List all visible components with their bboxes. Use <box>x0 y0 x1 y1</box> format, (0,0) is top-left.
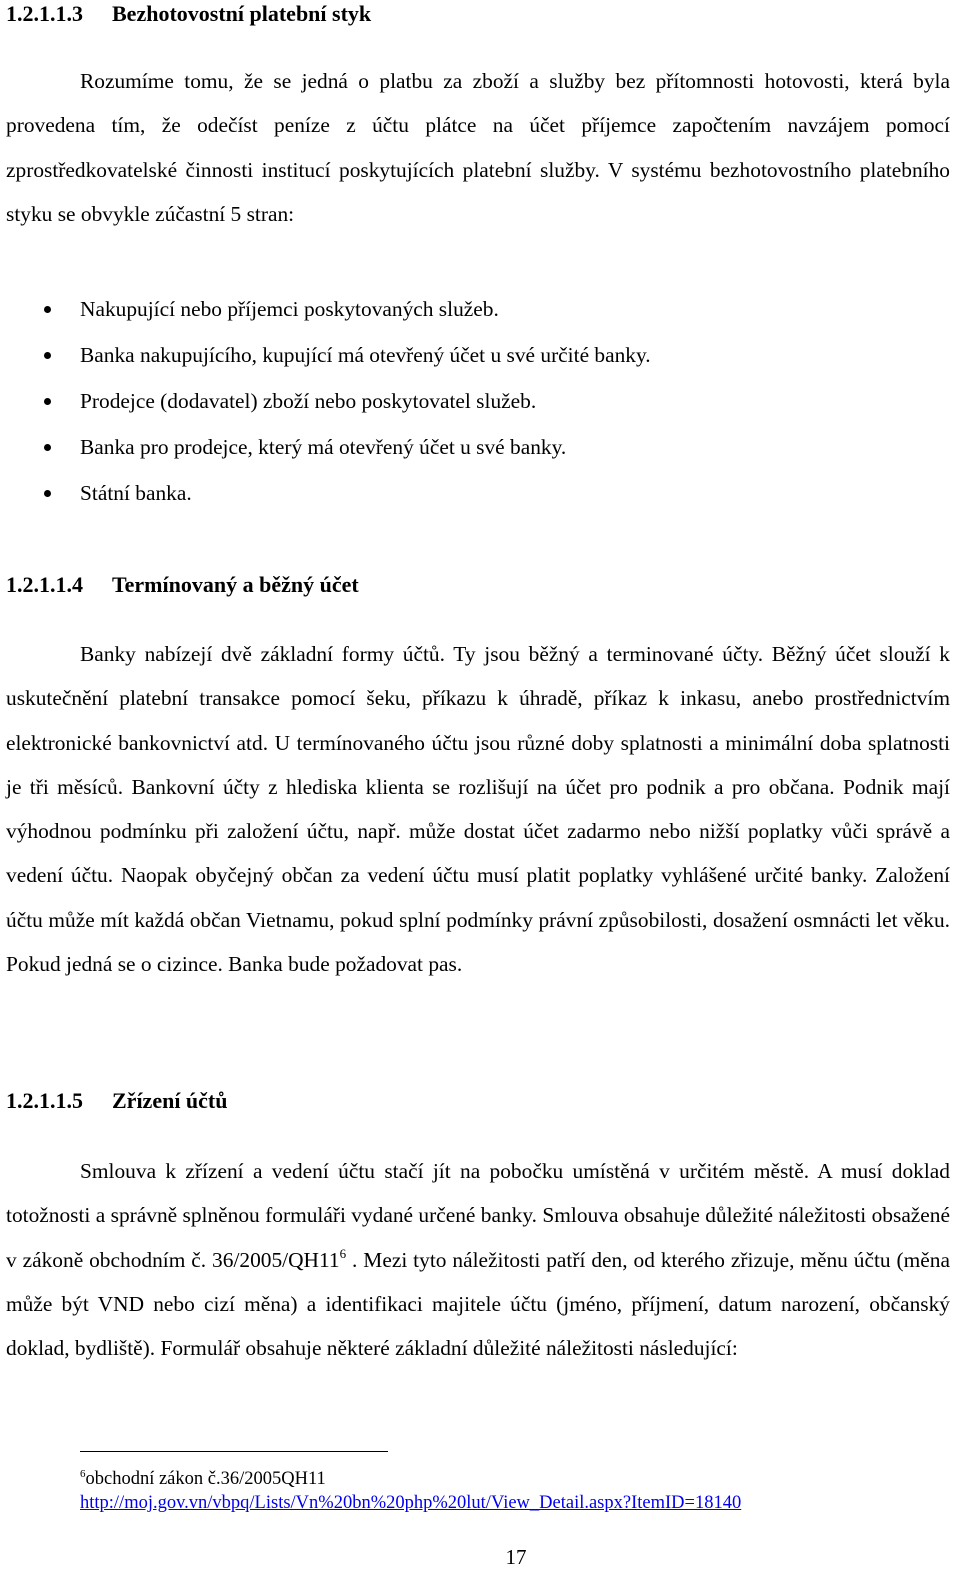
section-heading-1-2-1-1-4 <box>6 571 359 599</box>
footnote-divider <box>80 1451 388 1452</box>
page-number: 17 <box>505 1545 527 1569</box>
footnote-link-line <box>80 1491 741 1515</box>
section-title: Termínovaný a běžný účet <box>112 572 359 597</box>
section-heading-1-2-1-1-3 <box>6 0 371 28</box>
paragraph-account-types <box>6 632 950 986</box>
list-item: Prodejce (dodavatel) zboží nebo poskytovatel služeb. <box>0 379 651 425</box>
footnote-mark: 6 <box>80 1468 86 1480</box>
paragraph-text: Rozumíme tomu, že se jedná o platbu za zboží a služby bez přítomnosti hotovosti, která byla provedena tím, že odečíst peníze z účtu plátce na účet příjemce započtením navzájem pomocí zprostředkovatelské činnosti institucí poskytujících platební služby. V systému bezhotovostního platebního styku se obvykle zúčastní 5 stran: <box>6 69 950 226</box>
paragraph-cashless-payment <box>6 59 950 236</box>
bullet-icon <box>44 306 51 313</box>
footnote-link[interactable]: http://moj.gov.vn/vbpq/Lists/Vn%20bn%20php%20lut/View_Detail.aspx?ItemID=18140 <box>80 1493 742 1513</box>
footnote-text: $^6$obchodní zákon č.36/2005QH11 <box>80 1468 326 1489</box>
paragraph-text: . Mezi tyto náležitosti patří den, od kterého zřizuje, měnu účtu (měna může být VND nebo cizí měna) a identifikaci majitele účtu (jméno, příjmení, datum narození, občanský doklad, bydliště). Formulář obsahuje některé základní důležité náležitosti následující: <box>6 1247 950 1361</box>
list-item: Státní banka. <box>0 471 651 517</box>
section-number: 1.2.1.1.5 <box>6 1088 83 1113</box>
bullet-icon <box>44 398 51 405</box>
paragraph-account-opening <box>6 1149 950 1370</box>
footnote-reference[interactable]: 6 <box>339 1245 347 1261</box>
section-heading-1-2-1-1-5 <box>6 1087 228 1115</box>
list-item: Banka nakupujícího, kupující má otevřený účet u své určité banky. <box>0 333 651 379</box>
bullet-icon <box>44 352 51 359</box>
parties-list <box>0 287 651 517</box>
paragraph-text: Banky nabízejí dvě základní formy účtů. Ty jsou běžný a terminované účty. Běžný účet slouží k uskutečnění platební transakce pomocí šeku, příkazu k úhradě, příkaz k inkasu, anebo prostřednictvím elektronické bankovnictví atd. U termínovaného účtu jsou různé doby splatnosti a minimální doba splatnosti je tři měsíců. Bankovní účty z hlediska klienta se rozlišují na účet pro podnik a pro občana. Podnik mají výhodnou podmínku při založení účtu, např. může dostat účet zadarmo nebo nižší poplatky vůči správě a vedení účtu. Naopak obyčejný občan za vedení účtu musí platit poplatky vyhlášené určité banky. Založení účtu může mít každá občan Vietnamu, pokud splní podmínky právní způsobilosti, dosažení osmnácti let věku. Pokud jedná se o cizince. Banka bude požadovat pas. <box>6 642 950 977</box>
list-item: Nakupující nebo příjemci poskytovaných služeb. <box>0 287 651 333</box>
section-title: Zřízení účtů <box>112 1088 228 1113</box>
section-number: 1.2.1.1.4 <box>6 572 83 597</box>
bullet-icon <box>44 444 51 451</box>
bullet-icon <box>44 490 51 497</box>
paragraph-text: Smlouva k zřízení a vedení účtu stačí jít na pobočku umístěná v určitém městě. A musí doklad totožnosti a správně splněnou formuláři vydané určené banky. Smlouva obsahuje důležité náležitosti obsažené v zákoně obchodním č. 36/2005/QH11 <box>6 1159 950 1272</box>
list-item: Banka pro prodejce, který má otevřený účet u své banky. <box>0 425 651 471</box>
section-number: 1.2.1.1.3 <box>6 1 83 26</box>
section-title: Bezhotovostní platební styk <box>112 1 372 26</box>
